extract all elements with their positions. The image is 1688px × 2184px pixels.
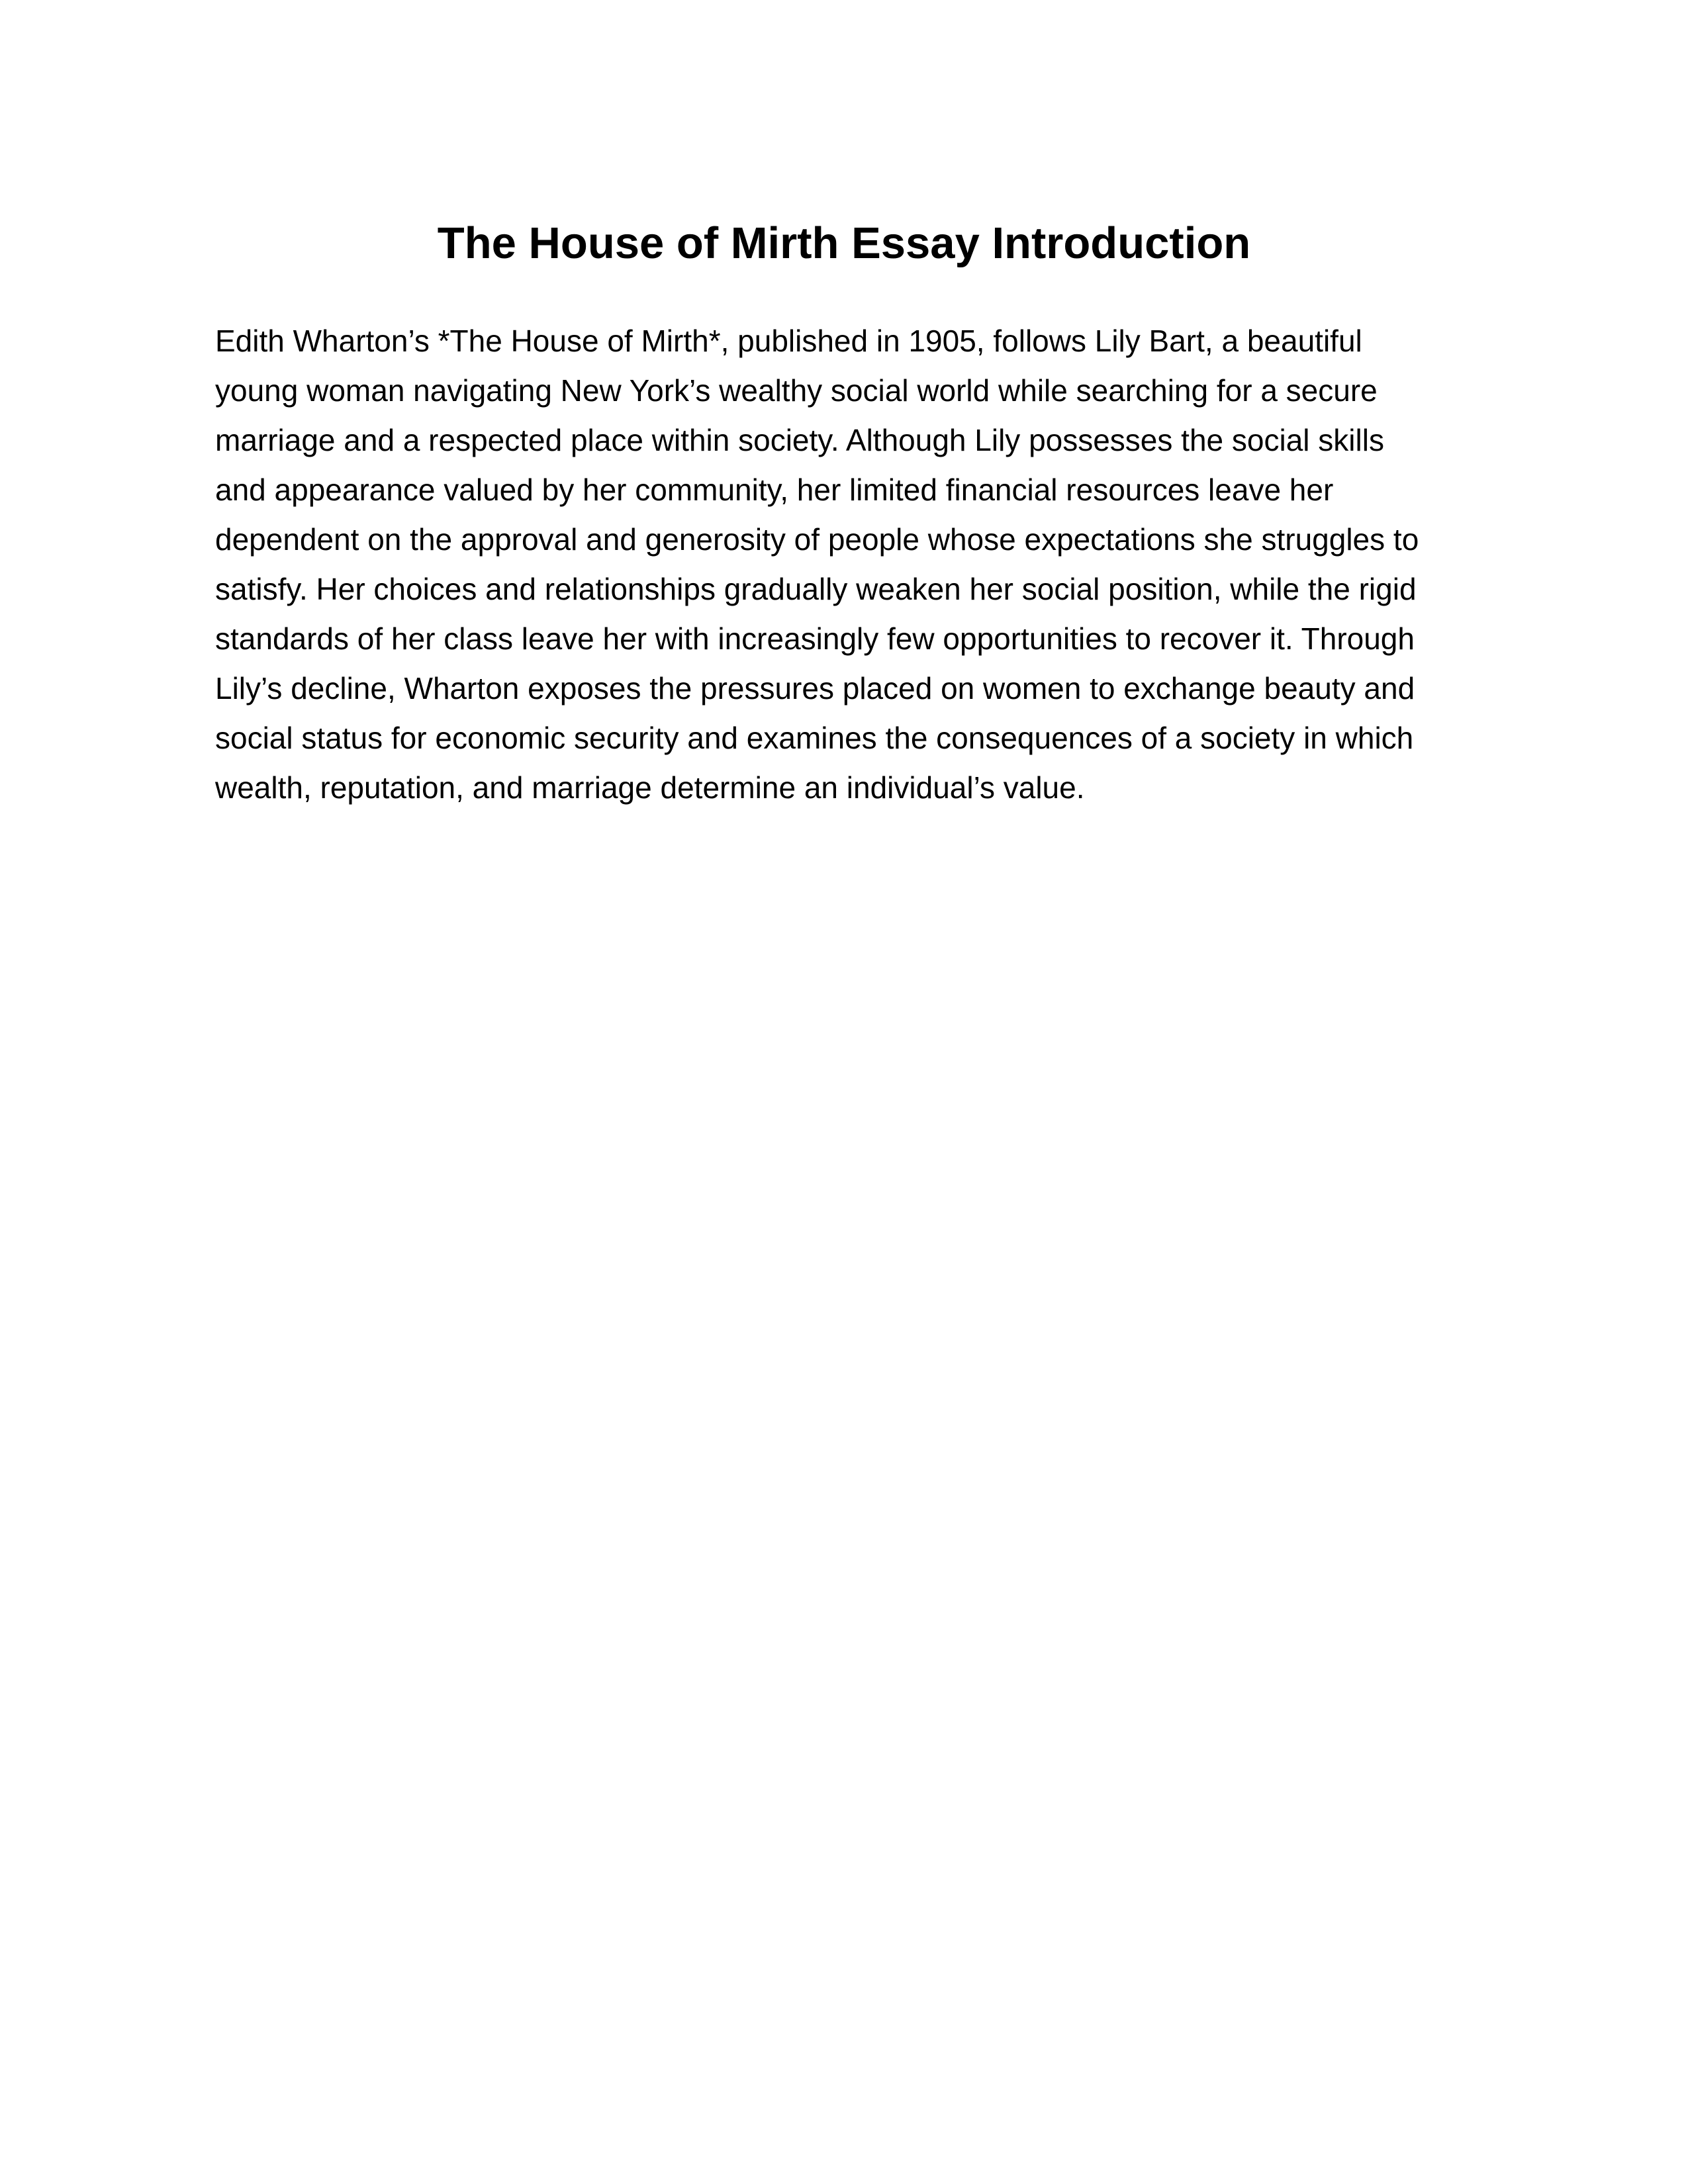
paragraph-line: social status for economic security and examines the consequences of a society in which bbox=[215, 721, 1414, 755]
paragraph-line: wealth, reputation, and marriage determine an individual’s value. bbox=[215, 770, 1085, 805]
document-title: The House of Mirth Essay Introduction bbox=[437, 218, 1251, 268]
paragraph-line: standards of her class leave her with increasingly few opportunities to recover it. Through bbox=[215, 621, 1415, 656]
paragraph-line: marriage and a respected place within society. Although Lily possesses the social skills bbox=[215, 423, 1384, 457]
paragraph-line: Lily’s decline, Wharton exposes the pressures placed on women to exchange beauty and bbox=[215, 671, 1415, 705]
paragraph-line: satisfy. Her choices and relationships gradually weaken her social position, while the rigid bbox=[215, 572, 1417, 606]
introduction-paragraph bbox=[215, 316, 1506, 813]
paragraph-line: young woman navigating New York’s wealthy social world while searching for a secure bbox=[215, 373, 1378, 408]
paragraph-line: and appearance valued by her community, her limited financial resources leave her bbox=[215, 473, 1334, 507]
paragraph-line: Edith Wharton’s *The House of Mirth*, published in 1905, follows Lily Bart, a beautiful bbox=[215, 324, 1362, 358]
paragraph-line: dependent on the approval and generosity of people whose expectations she struggles to bbox=[215, 522, 1419, 557]
